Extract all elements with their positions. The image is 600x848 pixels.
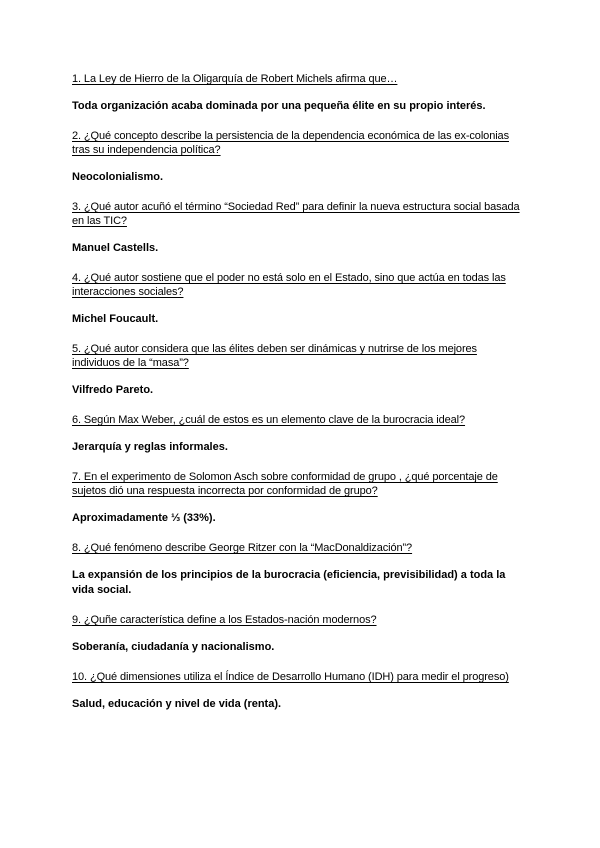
qa-item-8 <box>72 541 524 598</box>
answer-7: Aproximadamente ⅓ (33%). <box>72 512 216 524</box>
qa-item-9 <box>72 613 524 655</box>
answer-10: Salud, educación y nivel de vida (renta). <box>72 698 282 710</box>
answer-2: Neocolonialismo. <box>72 171 164 183</box>
qa-item-7 <box>72 470 524 526</box>
answer-1: Toda organización acaba dominada por una pequeña élite en su propio interés. <box>72 100 486 112</box>
answer-8: La expansión de los principios de la burocracia (eficiencia, previsibilidad) a toda la vida social. <box>72 569 506 596</box>
question-9: 9. ¿Quñe característica define a los Estados-nación modernos? <box>72 614 377 626</box>
qa-item-1 <box>72 72 524 114</box>
qa-item-2 <box>72 129 524 185</box>
answer-4: Michel Foucault. <box>72 313 159 325</box>
qa-item-3 <box>72 200 524 256</box>
qa-item-6 <box>72 413 524 455</box>
answer-6: Jerarquía y reglas informales. <box>72 441 228 453</box>
answer-3: Manuel Castells. <box>72 242 159 254</box>
question-4: 4. ¿Qué autor sostiene que el poder no está solo en el Estado, sino que actúa en todas las interacciones sociales? <box>72 272 506 298</box>
question-3: 3. ¿Qué autor acuñó el término “Sociedad Red” para definir la nueva estructura social basada en las TIC? <box>72 201 520 227</box>
answer-9: Soberanía, ciudadanía y nacionalismo. <box>72 641 275 653</box>
question-2: 2. ¿Qué concepto describe la persistencia de la dependencia económica de las ex-colonias tras su independencia política? <box>72 130 509 156</box>
document-page <box>72 72 524 727</box>
qa-item-10 <box>72 670 524 712</box>
qa-item-5 <box>72 342 524 398</box>
answer-5: Vilfredo Pareto. <box>72 384 154 396</box>
question-8: 8. ¿Qué fenómeno describe George Ritzer con la “MacDonaldización”? <box>72 542 413 554</box>
question-6: 6. Según Max Weber, ¿cuál de estos es un elemento clave de la burocracia ideal? <box>72 414 466 426</box>
question-7: 7. En el experimento de Solomon Asch sobre conformidad de grupo , ¿qué porcentaje de sujetos dió una respuesta incorrecta por conformidad de grupo? <box>72 471 498 497</box>
question-5: 5. ¿Qué autor considera que las élites deben ser dinámicas y nutrirse de los mejores individuos de la “masa”? <box>72 343 477 369</box>
qa-item-4 <box>72 271 524 327</box>
question-1: 1. La Ley de Hierro de la Oligarquía de Robert Michels afirma que… <box>72 73 398 85</box>
question-10: 10. ¿Qué dimensiones utiliza el Índice de Desarrollo Humano (IDH) para medir el progreso) <box>72 671 509 683</box>
